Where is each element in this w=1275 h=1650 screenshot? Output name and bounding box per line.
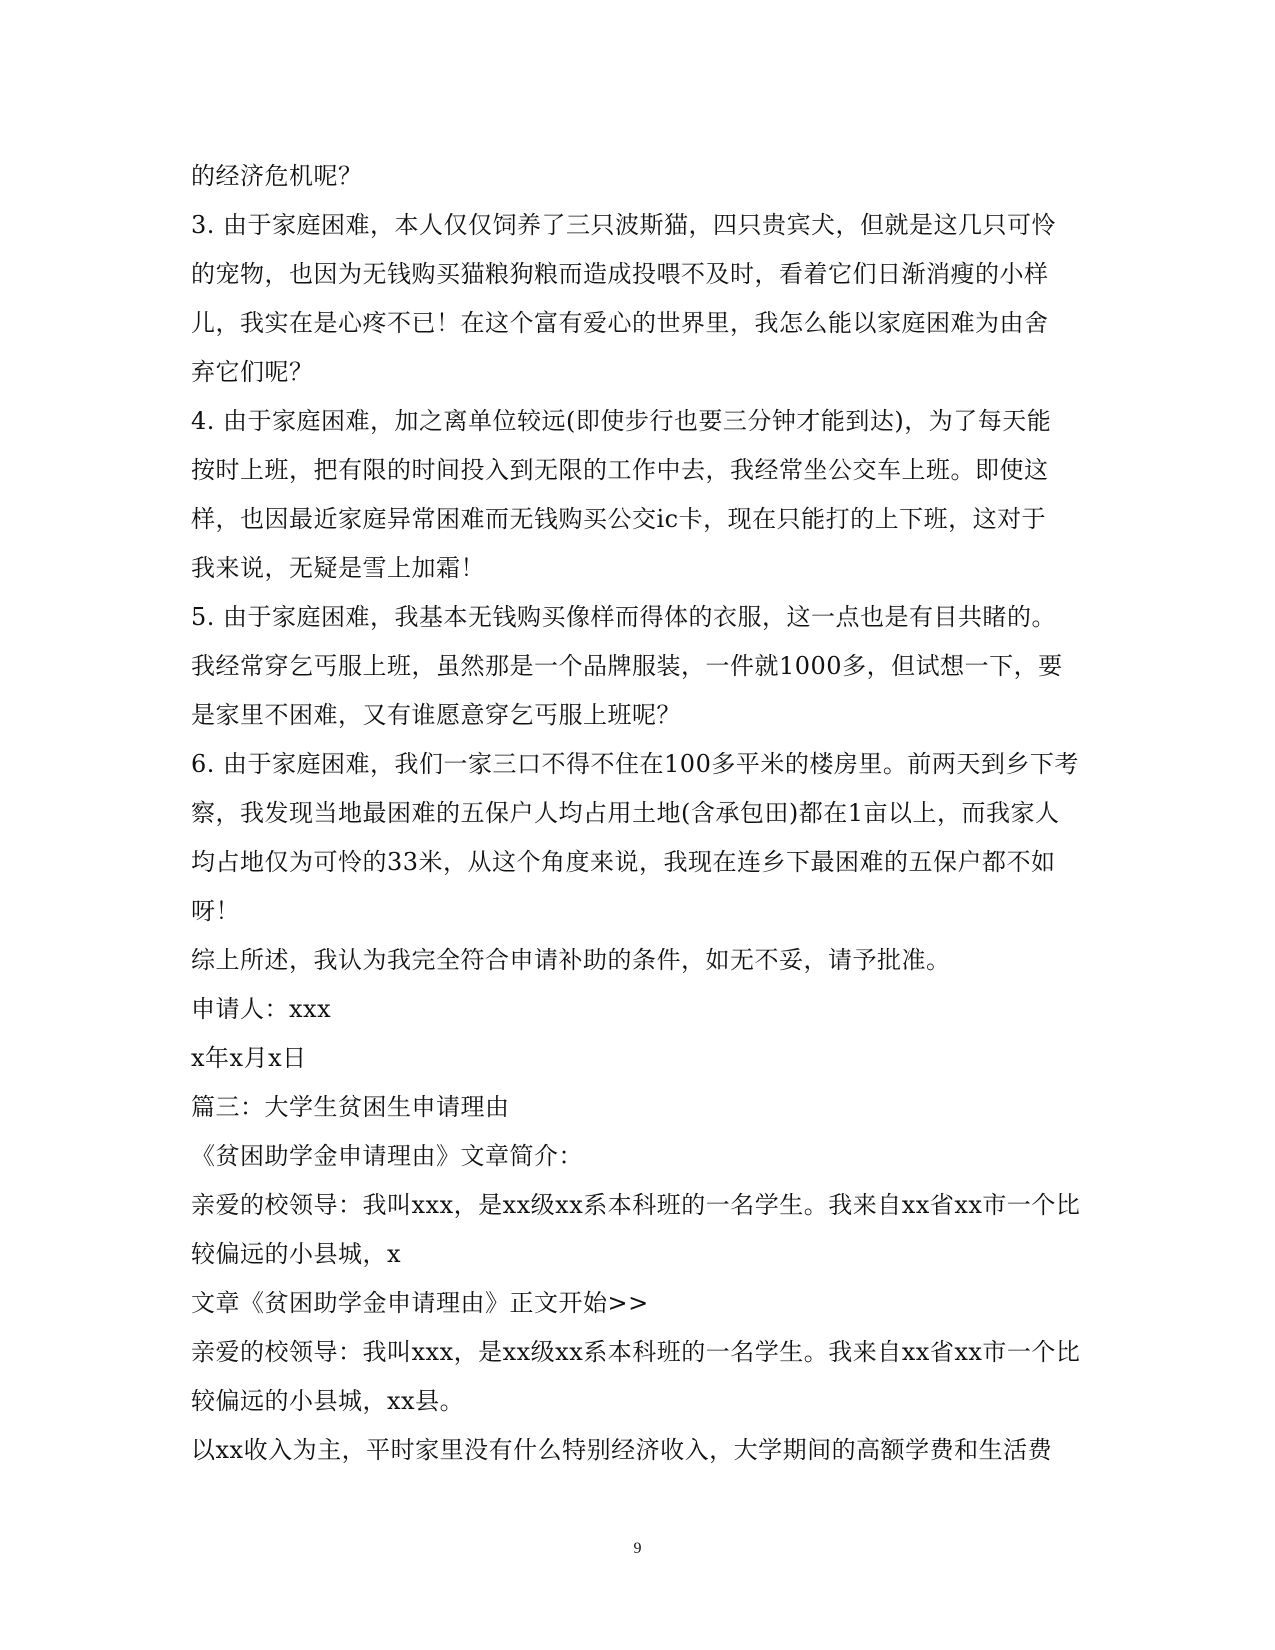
text-line: 亲爱的校领导：我叫xxx，是xx级xx系本科班的一名学生。我来自xx省xx市一个比	[191, 1191, 1081, 1219]
text-line: 综上所述，我认为我完全符合申请补助的条件，如无不妥，请予批准。	[191, 946, 951, 974]
text-line: 我经常穿乞丐服上班，虽然那是一个品牌服装，一件就1000多，但试想一下，要	[191, 652, 1063, 680]
text-line: 较偏远的小县城，xx县。	[191, 1387, 465, 1415]
text-line: 察，我发现当地最困难的五保户人均占用土地(含承包田)都在1亩以上，而我家人	[191, 799, 1060, 827]
text-line: x年x月x日	[191, 1044, 307, 1072]
text-line: 3. 由于家庭困难，本人仅仅饲养了三只波斯猫，四只贵宾犬，但就是这几只可怜	[191, 211, 1057, 239]
page-number: 9	[633, 1540, 642, 1557]
text-line: 申请人：xxx	[191, 995, 332, 1023]
text-line: 篇三：大学生贫困生申请理由	[191, 1093, 510, 1121]
text-line: 呀！	[191, 897, 240, 925]
text-line: 是家里不困难，又有谁愿意穿乞丐服上班呢？	[191, 701, 681, 729]
text-line: 较偏远的小县城，x	[191, 1240, 402, 1268]
text-line: 亲爱的校领导：我叫xxx，是xx级xx系本科班的一名学生。我来自xx省xx市一个比	[191, 1338, 1081, 1366]
text-line: 的宠物，也因为无钱购买猫粮狗粮而造成投喂不及时，看着它们日渐消瘦的小样	[191, 260, 1049, 288]
text-line: 样，也因最近家庭异常困难而无钱购买公交ic卡，现在只能打的上下班，这对于	[191, 505, 1047, 533]
text-line: 以xx收入为主，平时家里没有什么特别经济收入，大学期间的高额学费和生活费	[191, 1436, 1053, 1464]
text-line: 弃它们呢？	[191, 358, 314, 386]
text-line: 5. 由于家庭困难，我基本无钱购买像样而得体的衣服，这一点也是有目共睹的。	[191, 603, 1057, 631]
text-line: 我来说，无疑是雪上加霜！	[191, 554, 485, 582]
document-body	[191, 152, 1081, 1475]
text-line: 均占地仅为可怜的33米，从这个角度来说，我现在连乡下最困难的五保户都不如	[191, 848, 1056, 876]
text-line: 4. 由于家庭困难，加之离单位较远(即使步行也要三分钟才能到达)，为了每天能	[191, 407, 1052, 435]
text-line: 按时上班，把有限的时间投入到无限的工作中去，我经常坐公交车上班。即使这	[191, 456, 1049, 484]
text-line: 《贫困助学金申请理由》文章简介：	[191, 1142, 583, 1170]
text-line: 6. 由于家庭困难，我们一家三口不得不住在100多平米的楼房里。前两天到乡下考	[191, 750, 1079, 778]
text-line: 的经济危机呢？	[191, 162, 363, 190]
text-line: 儿，我实在是心疼不已！在这个富有爱心的世界里，我怎么能以家庭困难为由舍	[191, 309, 1049, 337]
text-line: 文章《贫困助学金申请理由》正文开始>>	[191, 1289, 649, 1317]
